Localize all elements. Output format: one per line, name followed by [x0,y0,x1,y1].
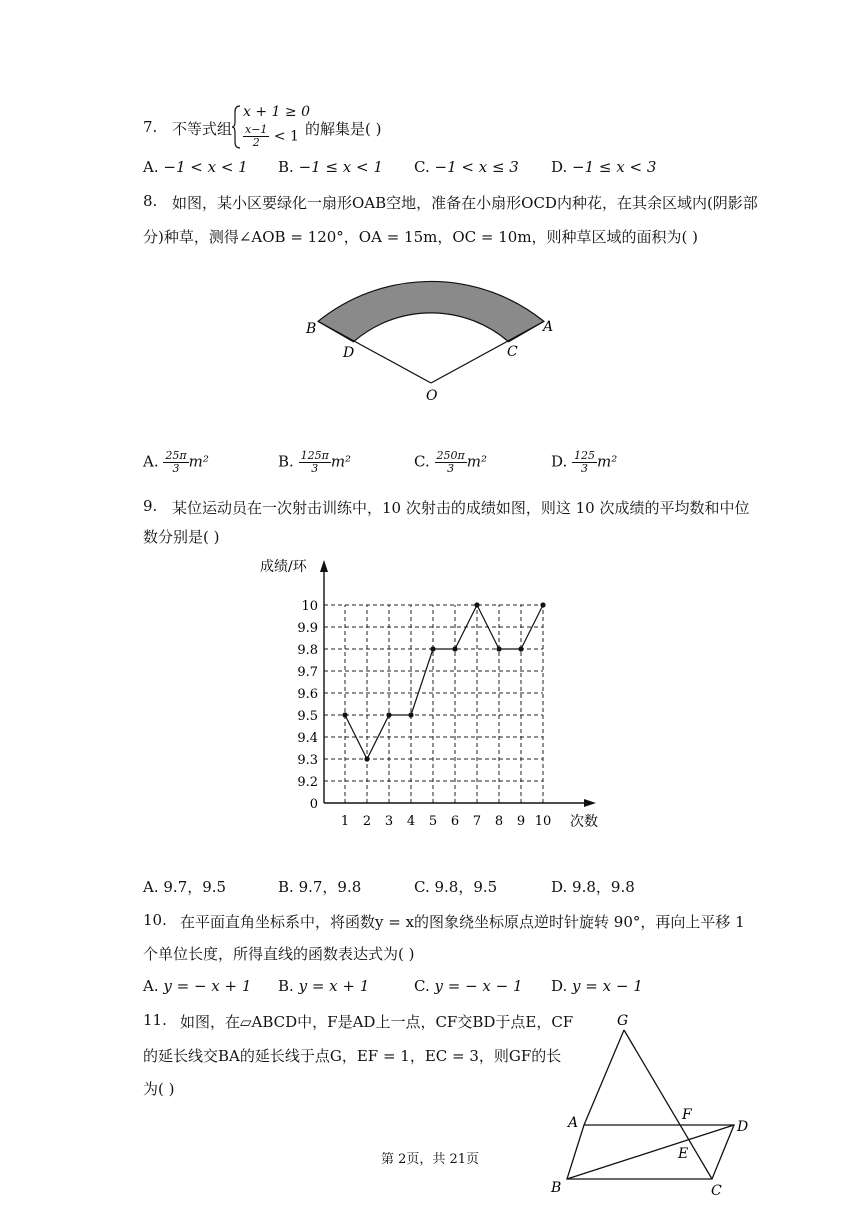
q11-line2: 的延长线交BA的延长线于点G，EF = 1，EC = 3，则GF的长 [143,1047,562,1065]
q11-number: 11. [143,1011,167,1029]
q7-system [232,104,312,150]
x-tick-label: 7 [472,814,482,829]
label-G: G [617,1013,629,1029]
label-B2: B [551,1180,562,1196]
y-tick-label: 9.8 [297,643,318,658]
q8-option-c: C. $\frac{250\pi}{3}$ m² [414,449,487,475]
q11-line1: 如图，在▱ABCD中，F是AD上一点，CF交BD于点E，CF [180,1013,574,1031]
q8-line2: 分)种草，测得∠AOB = 120°，OA = 15m，OC = 10m，则种草区域的面积为( ) [143,228,699,246]
x-tick-label: 10 [534,814,552,829]
q10-option-d: D. y = x − 1 [551,977,643,995]
label-B: B [306,321,317,337]
q9-option-a: A. 9.7，9.5 [143,878,227,896]
label-D: D [343,345,355,361]
q9-option-b: B. 9.7，9.8 [278,878,362,896]
x-tick-label: 1 [340,814,350,829]
q8-number: 8. [143,192,158,210]
x-axis-title: 次数 [570,814,598,830]
q7-option-b: B. −1 ≤ x < 1 [278,158,383,176]
x-tick-label: 8 [494,814,504,829]
data-point [430,646,435,651]
q9-number: 9. [143,497,158,515]
x-tick-label: 6 [450,814,460,829]
grass-region [318,281,544,341]
data-point [496,646,501,651]
q9-line1: 某位运动员在一次射击训练中，10 次射击的成绩如图，则这 10 次成绩的平均数和中位 [172,499,750,517]
label-D2: D [737,1119,749,1135]
label-C: C [507,344,518,360]
label-O: O [426,388,438,404]
data-point [364,756,369,761]
x-tick-label: 5 [428,814,438,829]
score-line-chart [250,550,610,840]
q8-option-a: A. $\frac{25\pi}{3}$ m² [143,449,209,475]
radius-ob [318,321,431,383]
page-footer: 第 2页，共 21页 [380,1152,480,1167]
q8-option-b: B. $\frac{125\pi}{3}$ m² [278,449,352,475]
y-tick-label: 0 [309,797,318,812]
y-axis-title: 成绩/环 [260,559,307,575]
x-tick-label: 3 [384,814,394,829]
label-C2: C [711,1183,722,1199]
x-tick-label: 2 [362,814,372,829]
y-tick-label: 10 [301,599,318,614]
data-point [408,712,413,717]
y-tick-label: 9.3 [297,753,318,768]
y-tick-label: 9.6 [297,687,318,702]
q10-number: 10. [143,911,167,929]
y-tick-label: 9.5 [297,709,318,724]
data-point [386,712,391,717]
segment-ga [584,1030,624,1125]
radius-oa [431,321,544,383]
q10-option-a: A. y = − x + 1 [143,977,252,995]
q8-line1: 如图，某小区要绿化一扇形OAB空地，准备在小扇形OCD内种花，在其余区域内(阴影部 [172,194,758,212]
data-point [342,712,347,717]
brace-icon [232,104,242,150]
label-A2: A [568,1115,579,1131]
q7-option-a: A. −1 < x < 1 [143,158,248,176]
q10-option-c: C. y = − x − 1 [414,977,523,995]
q9-option-d: D. 9.8，9.8 [551,878,635,896]
y-tick-label: 9.7 [297,665,318,680]
q10-line2: 个单位长度，所得直线的函数表达式为( ) [143,945,415,963]
q10-option-b: B. y = x + 1 [278,977,370,995]
q11-line3: 为( ) [143,1080,175,1098]
q7-option-c: C. −1 < x ≤ 3 [414,158,519,176]
q7-ineq2: $\frac{x-1}{2}$ < 1 [245,123,299,149]
data-point [518,646,523,651]
q7-stem-post: 的解集是( ) [305,120,382,138]
y-tick-label: 9.9 [297,621,318,636]
y-tick-label: 9.2 [297,775,318,790]
y-axis-arrow [320,560,328,572]
q9-line2: 数分别是( ) [143,528,220,546]
x-axis-arrow [584,799,596,807]
data-point [474,602,479,607]
y-tick-label: 9.4 [297,731,318,746]
q9-option-c: C. 9.8，9.5 [414,878,498,896]
series-line [345,605,543,759]
label-A: A [543,319,554,335]
data-point [452,646,457,651]
sector-figure [300,240,570,410]
q7-stem-pre: 不等式组 [172,120,233,138]
data-point [540,602,545,607]
label-E: E [678,1146,689,1162]
label-F: F [682,1107,692,1123]
x-tick-label: 9 [516,814,526,829]
q7-option-d: D. −1 ≤ x < 3 [551,158,657,176]
q7-ineq1: x + 1 ≥ 0 [243,104,310,120]
q10-line1: 在平面直角坐标系中，将函数y = x的图象绕坐标原点逆时针旋转 90°，再向上平移 1 [180,913,745,931]
x-tick-label: 4 [406,814,416,829]
q8-option-d: D. $\frac{125}{3}$ m² [551,449,618,475]
parallelogram-figure [550,1005,760,1210]
q7-number: 7. [143,118,158,136]
